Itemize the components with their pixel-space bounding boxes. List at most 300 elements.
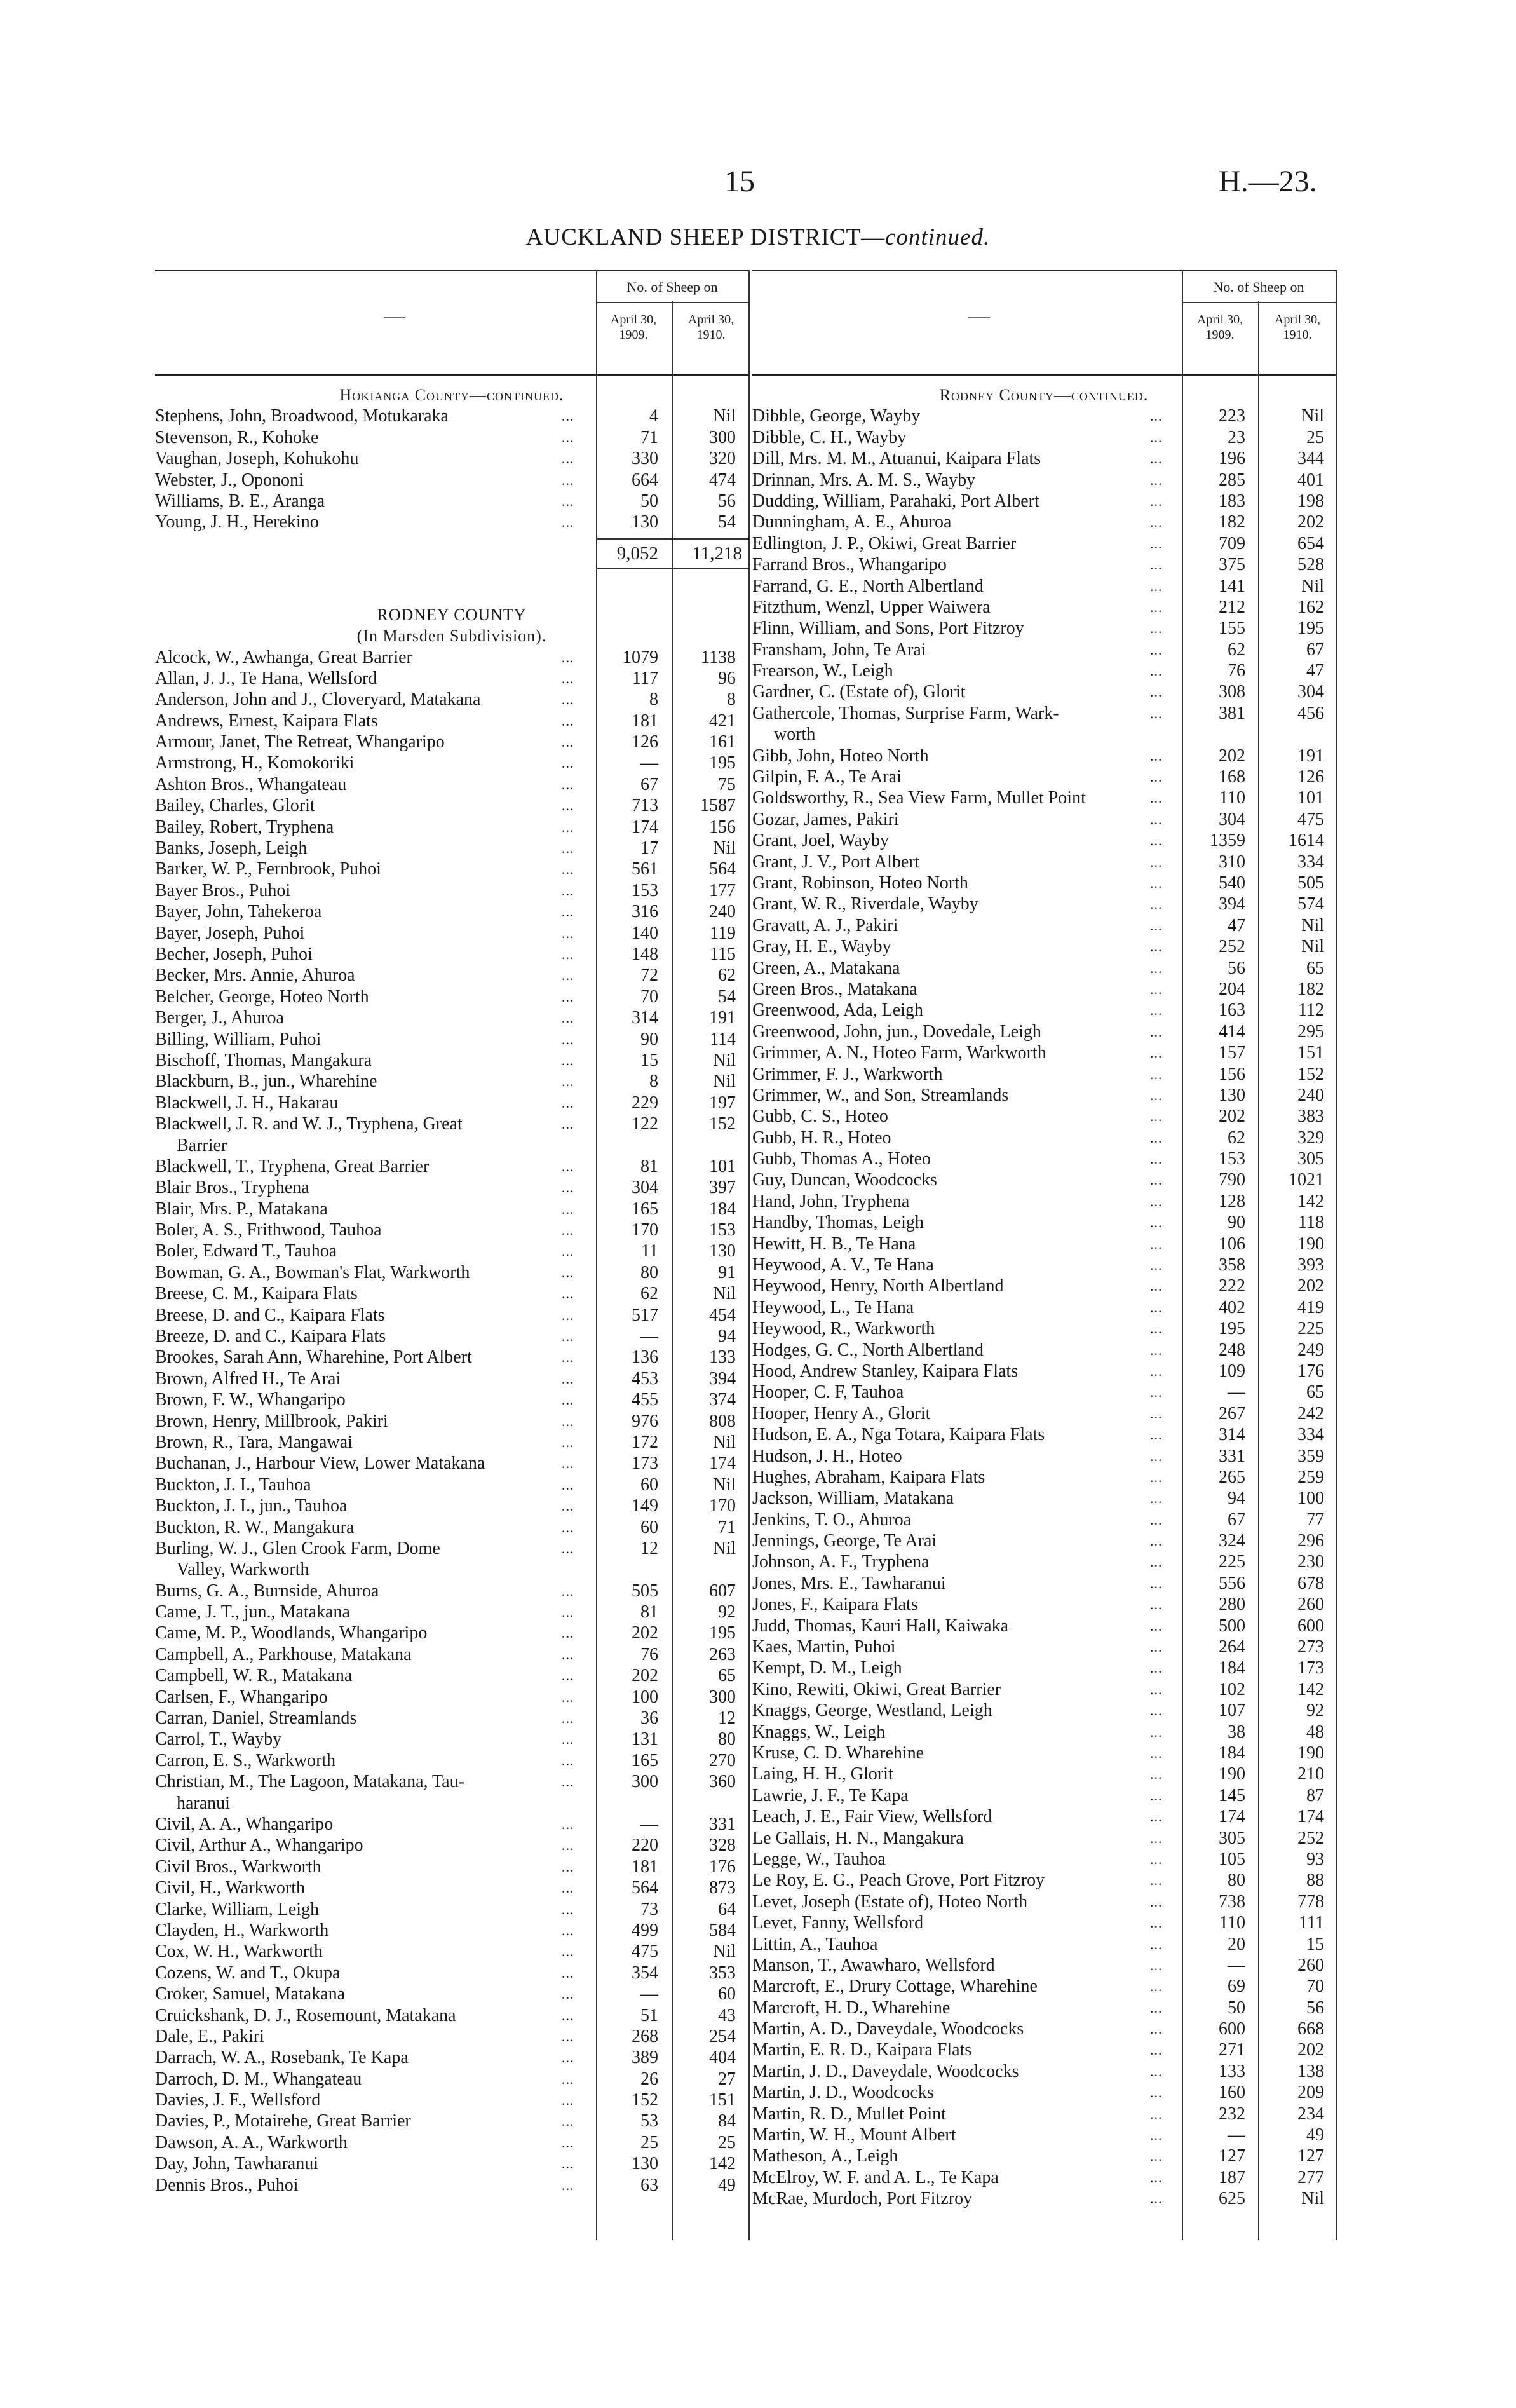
count-1910: 600 — [1297, 1616, 1324, 1636]
table-row — [752, 1446, 1336, 1467]
count-1909: 187 — [1219, 2167, 1245, 2187]
owner-name: Carran, Daniel, Streamlands — [155, 1708, 357, 1729]
count-1910: 142 — [1297, 1191, 1324, 1211]
owner-name: Darrach, W. A., Rosebank, Te Kapa — [155, 2048, 409, 2068]
table-row — [155, 1708, 748, 1729]
count-1910: 344 — [1297, 449, 1324, 469]
count-1909: 69 — [1228, 1976, 1245, 1997]
leader-dots: ... — [1150, 2085, 1163, 2101]
owner-name: Hewitt, H. B., Te Hana — [752, 1234, 916, 1254]
col-1910-line1: April 30, — [1274, 313, 1321, 327]
count-1909: 223 — [1219, 406, 1245, 426]
count-1910: Nil — [713, 1284, 736, 1304]
leader-dots: ... — [562, 1964, 574, 1981]
owner-name: Hooper, C. F, Tauhoa — [752, 1382, 904, 1403]
count-1909: 264 — [1219, 1637, 1245, 1657]
leader-dots: ... — [1150, 1023, 1163, 1040]
count-1910: 678 — [1297, 1573, 1324, 1593]
count-1909: 202 — [632, 1623, 658, 1643]
owner-name: Brown, Alfred H., Te Arai — [155, 1368, 341, 1389]
leader-dots: ... — [562, 1434, 574, 1450]
count-1910: Nil — [1301, 576, 1324, 596]
count-1909: 126 — [632, 732, 658, 752]
count-1909: 71 — [640, 427, 658, 447]
count-1910: 259 — [1297, 1467, 1324, 1487]
count-1909: 136 — [632, 1347, 658, 1368]
count-1910: 254 — [709, 2026, 736, 2046]
count-1909: 196 — [1219, 449, 1245, 469]
count-1910: 329 — [1297, 1127, 1324, 1148]
leader-dots: ... — [1150, 472, 1163, 488]
owner-name: Campbell, A., Parkhouse, Matakana — [155, 1644, 412, 1664]
table-row — [155, 1793, 748, 1814]
count-1909: — — [640, 1984, 658, 2004]
count-1910: 234 — [1297, 2104, 1324, 2124]
owner-name: Gilpin, F. A., Te Arai — [752, 767, 902, 787]
table-row — [155, 1941, 748, 1962]
count-1910: 1614 — [1289, 831, 1324, 851]
leader-dots: ... — [1150, 833, 1163, 849]
count-1909: 280 — [1219, 1595, 1245, 1615]
leader-dots: ... — [1150, 1045, 1163, 1061]
leader-dots: ... — [1150, 874, 1163, 891]
table-row — [155, 901, 748, 922]
count-1909: 664 — [632, 470, 658, 490]
table-row — [155, 1432, 748, 1453]
count-1910: Nil — [713, 1474, 736, 1495]
owner-name: Blackwell, J. H., Hakarau — [155, 1092, 339, 1113]
leader-dots: ... — [1150, 1214, 1163, 1231]
count-1909: 165 — [632, 1750, 658, 1771]
count-1910: 198 — [1297, 491, 1324, 511]
table-row — [155, 689, 748, 710]
count-1909: 324 — [1219, 1531, 1245, 1551]
table-row — [155, 1644, 748, 1665]
count-1910: 320 — [709, 449, 736, 469]
owner-name: Gubb, C. S., Hoteo — [752, 1106, 888, 1127]
table-row — [155, 1220, 748, 1241]
count-1910: 56 — [1306, 1997, 1324, 2018]
table-row — [155, 752, 748, 773]
count-1909: 53 — [640, 2111, 658, 2132]
owner-name: Burling, W. J., Glen Crook Farm, Dome — [155, 1538, 440, 1558]
owner-name: Allan, J. J., Te Hana, Wellsford — [155, 668, 377, 688]
owner-name: Clarke, William, Leigh — [155, 1899, 320, 1919]
count-1910: 394 — [709, 1368, 736, 1389]
owner-name: Breeze, D. and C., Kaipara Flats — [155, 1326, 386, 1347]
owner-name: Andrews, Ernest, Kaipara Flats — [155, 711, 378, 731]
owner-name: Dudding, William, Parahaki, Port Albert — [752, 491, 1039, 511]
count-1909: 107 — [1219, 1701, 1245, 1721]
count-1910: 176 — [709, 1856, 736, 1877]
count-1909: 130 — [632, 512, 658, 533]
leader-dots: ... — [562, 904, 574, 920]
count-1910: 195 — [709, 753, 736, 773]
count-1909: 106 — [1219, 1234, 1245, 1254]
count-1909: 131 — [632, 1729, 658, 1750]
count-1910: Nil — [1301, 937, 1324, 957]
table-row — [155, 817, 748, 838]
table-row — [752, 1488, 1336, 1509]
table-row — [155, 1983, 748, 2004]
owner-name: Dennis Bros., Puhoi — [155, 2175, 299, 2195]
leader-dots: ... — [562, 2028, 574, 2044]
count-1910: 401 — [1297, 470, 1324, 490]
owner-name: Heywood, A. V., Te Hana — [752, 1255, 934, 1275]
col-1910-header — [1259, 312, 1336, 343]
count-1910: Nil — [713, 838, 736, 859]
leader-dots: ... — [1150, 1235, 1163, 1252]
owner-name: Blackwell, J. R. and W. J., Tryphena, Great — [155, 1114, 463, 1134]
owner-name: Becker, Mrs. Annie, Ahuroa — [155, 965, 355, 986]
count-1910: Nil — [713, 1050, 736, 1070]
count-1910: 210 — [1297, 1764, 1324, 1785]
leader-dots: ... — [1150, 557, 1163, 573]
owner-name: Manson, T., Awawharo, Wellsford — [752, 1955, 995, 1975]
leader-dots: ... — [562, 2177, 574, 2193]
count-1909: 81 — [640, 1602, 658, 1622]
owner-name: Martin, E. R. D., Kaipara Flats — [752, 2040, 972, 2060]
table-row — [155, 2175, 748, 2196]
leader-dots: ... — [562, 967, 574, 984]
count-1910: 153 — [709, 1220, 736, 1241]
table-row — [155, 1538, 748, 1559]
count-1909: 140 — [632, 923, 658, 943]
leader-dots: ... — [562, 2113, 574, 2130]
count-1909: 331 — [1219, 1446, 1245, 1466]
count-1909: 72 — [640, 965, 658, 986]
owner-name: Breese, D. and C., Kaipara Flats — [155, 1305, 385, 1325]
count-1910: 1021 — [1289, 1170, 1324, 1190]
count-1910: 71 — [718, 1517, 736, 1537]
table-row — [752, 576, 1336, 597]
count-1909: 190 — [1219, 1764, 1245, 1785]
count-1910: Nil — [1301, 915, 1324, 935]
table-row — [155, 880, 748, 901]
leader-dots: ... — [562, 925, 574, 941]
count-1910: 87 — [1306, 1785, 1324, 1806]
table-row — [155, 774, 748, 795]
owner-name: Knaggs, George, Westland, Leigh — [752, 1701, 992, 1721]
owner-name: Gravatt, A. J., Pakiri — [752, 915, 898, 935]
count-1910: 404 — [709, 2048, 736, 2068]
count-1910: 56 — [718, 491, 736, 511]
count-1909: 155 — [1219, 618, 1245, 639]
leader-dots: ... — [562, 451, 574, 467]
owner-name: Davies, P., Motairehe, Great Barrier — [155, 2111, 411, 2132]
leader-dots: ... — [1150, 2105, 1163, 2122]
count-1910: 393 — [1297, 1255, 1324, 1275]
count-1909: 130 — [632, 2154, 658, 2174]
leader-dots: ... — [562, 1858, 574, 1875]
count-1910: 252 — [1297, 1828, 1324, 1848]
owner-name: Gardner, C. (Estate of), Glorit — [752, 682, 966, 702]
count-1910: 300 — [709, 1687, 736, 1707]
count-1909: 271 — [1219, 2040, 1245, 2060]
owner-name: Flinn, William, and Sons, Port Fitzroy — [752, 618, 1024, 639]
table-row — [155, 923, 748, 944]
owner-name: Hooper, Henry A., Glorit — [752, 1403, 931, 1424]
table-row — [155, 1622, 748, 1643]
owner-name: Littin, A., Tauhoa — [752, 1934, 878, 1954]
leader-dots: ... — [562, 988, 574, 1005]
leader-dots: ... — [1150, 493, 1163, 509]
count-1909: 62 — [1228, 639, 1245, 660]
table-row — [155, 859, 748, 880]
count-1910: 138 — [1297, 2061, 1324, 2081]
leader-dots: ... — [1150, 790, 1163, 806]
count-1910: 64 — [718, 1899, 736, 1919]
count-1910: 119 — [710, 923, 736, 943]
count-1910: Nil — [713, 1071, 736, 1092]
table-row — [752, 1191, 1336, 1212]
count-1909: 100 — [632, 1687, 658, 1707]
owner-name: Cruickshank, D. J., Rosemount, Matakana — [155, 2005, 456, 2025]
count-1909: 381 — [1219, 703, 1245, 723]
count-1910: 191 — [1297, 745, 1324, 766]
count-1910: 475 — [1297, 809, 1324, 829]
table-row — [155, 1411, 748, 1432]
owner-name: McRae, Murdoch, Port Fitzroy — [752, 2189, 973, 2209]
count-1909: 117 — [632, 668, 658, 688]
table-row — [155, 1389, 748, 1410]
owner-name: Anderson, John and J., Cloveryard, Matakana — [155, 690, 481, 710]
owner-name: Bayer, John, Tahekeroa — [155, 902, 322, 922]
leader-dots: ... — [562, 1901, 574, 1917]
owner-name: Croker, Samuel, Matakana — [155, 1984, 346, 2004]
count-1910: 334 — [1297, 852, 1324, 872]
count-1909: — — [1228, 1955, 1245, 1975]
count-1910: 331 — [709, 1814, 736, 1834]
count-1909: 90 — [1228, 1213, 1245, 1233]
table-row — [752, 1657, 1336, 1678]
count-1910: 197 — [709, 1092, 736, 1113]
leader-dots: ... — [1150, 1002, 1163, 1019]
owner-name: Blair, Mrs. P., Matakana — [155, 1199, 328, 1219]
leader-dots: ... — [562, 1052, 574, 1068]
owner-name: Hand, John, Tryphena — [752, 1191, 910, 1211]
owner-name: Webster, J., Opononi — [155, 470, 304, 490]
table-row — [155, 647, 748, 668]
owner-name: Judd, Thomas, Kauri Hall, Kaiwaka — [752, 1616, 1009, 1636]
table-row — [155, 1007, 748, 1028]
column-rule — [748, 270, 750, 2240]
leader-dots: ... — [1150, 663, 1163, 679]
leader-dots: ... — [1150, 917, 1163, 934]
count-1909: 232 — [1219, 2104, 1245, 2124]
leader-dots: ... — [1150, 2169, 1163, 2186]
count-1910: 190 — [1297, 1743, 1324, 1763]
leader-dots: ... — [1150, 1087, 1163, 1103]
owner-name: Kaes, Martin, Puhoi — [752, 1637, 896, 1657]
table-row — [155, 1113, 748, 1134]
leader-dots: ... — [562, 514, 574, 531]
owner-name: Carron, E. S., Warkworth — [155, 1750, 336, 1771]
owner-name: Buckton, R. W., Mangakura — [155, 1517, 355, 1537]
table-row — [155, 1262, 748, 1283]
leader-dots: ... — [1150, 1066, 1163, 1082]
leader-dots: ... — [562, 1922, 574, 1938]
count-1910: 152 — [1297, 1064, 1324, 1084]
table-row — [752, 1849, 1336, 1870]
owner-name: Came, M. P., Woodlands, Whangaripo — [155, 1623, 428, 1643]
leader-dots: ... — [562, 1646, 574, 1663]
table-row — [752, 1997, 1336, 2018]
count-1910: 383 — [1297, 1106, 1324, 1127]
count-1910: 49 — [1306, 2125, 1324, 2146]
leader-dots: ... — [1150, 514, 1163, 531]
leader-dots: ... — [562, 1604, 574, 1621]
count-1910: 260 — [1297, 1595, 1324, 1615]
count-1910: 305 — [1297, 1149, 1324, 1169]
leader-dots: ... — [1150, 2127, 1163, 2144]
table-row — [752, 1700, 1336, 1721]
table-row — [752, 470, 1336, 491]
column-rule — [1336, 270, 1337, 2240]
count-1909: 314 — [1219, 1425, 1245, 1445]
owner-name: Le Roy, E. G., Peach Grove, Port Fitzroy — [752, 1870, 1045, 1891]
count-1909: — — [640, 1814, 658, 1834]
count-1910: 225 — [1297, 1319, 1324, 1339]
count-1910: 173 — [1297, 1658, 1324, 1678]
count-1909: 738 — [1219, 1891, 1245, 1912]
owner-name: Martin, A. D., Daveydale, Woodcocks — [752, 2019, 1024, 2039]
table-row — [752, 1340, 1336, 1361]
owner-name: Gray, H. E., Wayby — [752, 937, 891, 957]
leader-dots: ... — [1150, 2191, 1163, 2207]
leader-dots: ... — [1150, 620, 1163, 637]
table-row — [155, 1029, 748, 1050]
leader-dots: ... — [562, 1731, 574, 1748]
table-row — [752, 1424, 1336, 1445]
table-row — [752, 1636, 1336, 1657]
count-1910: 182 — [1297, 979, 1324, 999]
owner-name: Hughes, Abraham, Kaipara Flats — [752, 1467, 985, 1487]
table-row — [155, 1729, 748, 1750]
count-1909: 713 — [632, 796, 658, 816]
leader-dots: ... — [1150, 1978, 1163, 1995]
table-row — [155, 1326, 748, 1347]
count-1910: 47 — [1306, 661, 1324, 681]
owner-name: Young, J. H., Herekino — [155, 512, 319, 533]
count-1910: 130 — [709, 1241, 736, 1262]
count-1910: 564 — [709, 859, 736, 880]
leader-dots: ... — [1150, 1617, 1163, 1634]
count-1910: 77 — [1306, 1509, 1324, 1530]
owner-name: Civil Bros., Warkworth — [155, 1856, 321, 1877]
left-table-header — [155, 270, 748, 376]
leader-dots: ... — [1150, 684, 1163, 700]
table-row — [752, 1275, 1336, 1296]
page-title — [0, 224, 1516, 251]
owner-name: haranui — [177, 1793, 230, 1813]
count-1909: 38 — [1228, 1722, 1245, 1742]
owner-name: Lawrie, J. F., Te Kapa — [752, 1785, 909, 1806]
owner-name: Farrand Bros., Whangaripo — [752, 555, 947, 575]
leader-dots: ... — [1150, 1299, 1163, 1316]
count-1909: 163 — [1219, 1000, 1245, 1021]
table-row — [155, 2153, 748, 2174]
count-1909: 182 — [1219, 512, 1245, 533]
count-1909: 305 — [1219, 1828, 1245, 1848]
leader-dots: ... — [1150, 1830, 1163, 1846]
count-1910: 112 — [1298, 1000, 1324, 1021]
count-1909: 148 — [632, 944, 658, 964]
col-1910-line1: April 30, — [687, 313, 734, 327]
count-1910: 142 — [709, 2154, 736, 2174]
leader-dots: ... — [562, 1264, 574, 1281]
count-1909: 304 — [632, 1178, 658, 1198]
leader-dots: ... — [562, 1816, 574, 1832]
leader-dots: ... — [1150, 535, 1163, 552]
count-1910: 419 — [1297, 1297, 1324, 1317]
leader-dots: ... — [562, 1349, 574, 1366]
col-1910-line2: 1910. — [1283, 328, 1312, 342]
count-1910: 151 — [709, 2090, 736, 2111]
owner-name: Brown, F. W., Whangaripo — [155, 1390, 346, 1410]
count-1910: 260 — [1297, 1955, 1324, 1975]
table-row — [155, 1559, 748, 1580]
count-1910: 111 — [1299, 1913, 1324, 1933]
table-row — [752, 639, 1336, 660]
table-row — [752, 1785, 1336, 1806]
count-1910: 474 — [709, 470, 736, 490]
count-1910: 334 — [1297, 1425, 1324, 1445]
owner-name: Gubb, H. R., Hoteo — [752, 1127, 891, 1148]
owner-name: Barker, W. P., Fernbrook, Puhoi — [155, 859, 381, 880]
count-1910: 1138 — [701, 647, 736, 667]
leader-dots: ... — [1150, 1321, 1163, 1337]
count-1909: 173 — [632, 1453, 658, 1474]
table-row — [752, 1085, 1336, 1106]
count-1910: 27 — [718, 2069, 736, 2089]
owner-name: Darroch, D. M., Whangateau — [155, 2069, 362, 2089]
table-row — [155, 2047, 748, 2068]
count-1909: 453 — [632, 1368, 658, 1389]
owner-name: Grimmer, W., and Son, Streamlands — [752, 1085, 1009, 1105]
leader-dots: ... — [562, 1243, 574, 1260]
count-1909: 252 — [1219, 937, 1245, 957]
count-1910: 176 — [1297, 1361, 1324, 1381]
count-1909: 141 — [1219, 576, 1245, 596]
owner-name: Campbell, W. R., Matakana — [155, 1666, 353, 1686]
leader-dots: ... — [562, 1625, 574, 1642]
count-1909: 304 — [1219, 809, 1245, 829]
table-row — [752, 554, 1336, 575]
count-1910: 126 — [1297, 767, 1324, 787]
table-row — [752, 1021, 1336, 1042]
count-1909: 12 — [640, 1538, 658, 1558]
table-row — [752, 1403, 1336, 1424]
owner-name: Grant, W. R., Riverdale, Wayby — [752, 894, 978, 915]
count-1910: 70 — [1306, 1976, 1324, 1997]
count-1909: 184 — [1219, 1743, 1245, 1763]
table-row — [155, 1156, 748, 1177]
table-row — [752, 979, 1336, 1000]
owner-name: Civil, A. A., Whangaripo — [155, 1814, 334, 1834]
table-row — [752, 597, 1336, 618]
owner-name: Blackburn, B., jun., Wharehine — [155, 1071, 377, 1092]
table-row — [752, 1934, 1336, 1955]
owner-name: Edlington, J. P., Okiwi, Great Barrier — [752, 533, 1017, 554]
owner-name: Martin, J. D., Woodcocks — [752, 2083, 934, 2103]
table-row — [155, 1665, 748, 1686]
leader-dots: ... — [562, 1986, 574, 2003]
leader-dots: ... — [562, 1774, 574, 1790]
count-1909: 172 — [632, 1432, 658, 1452]
count-1910: 88 — [1306, 1870, 1324, 1891]
count-1910: 454 — [709, 1305, 736, 1325]
